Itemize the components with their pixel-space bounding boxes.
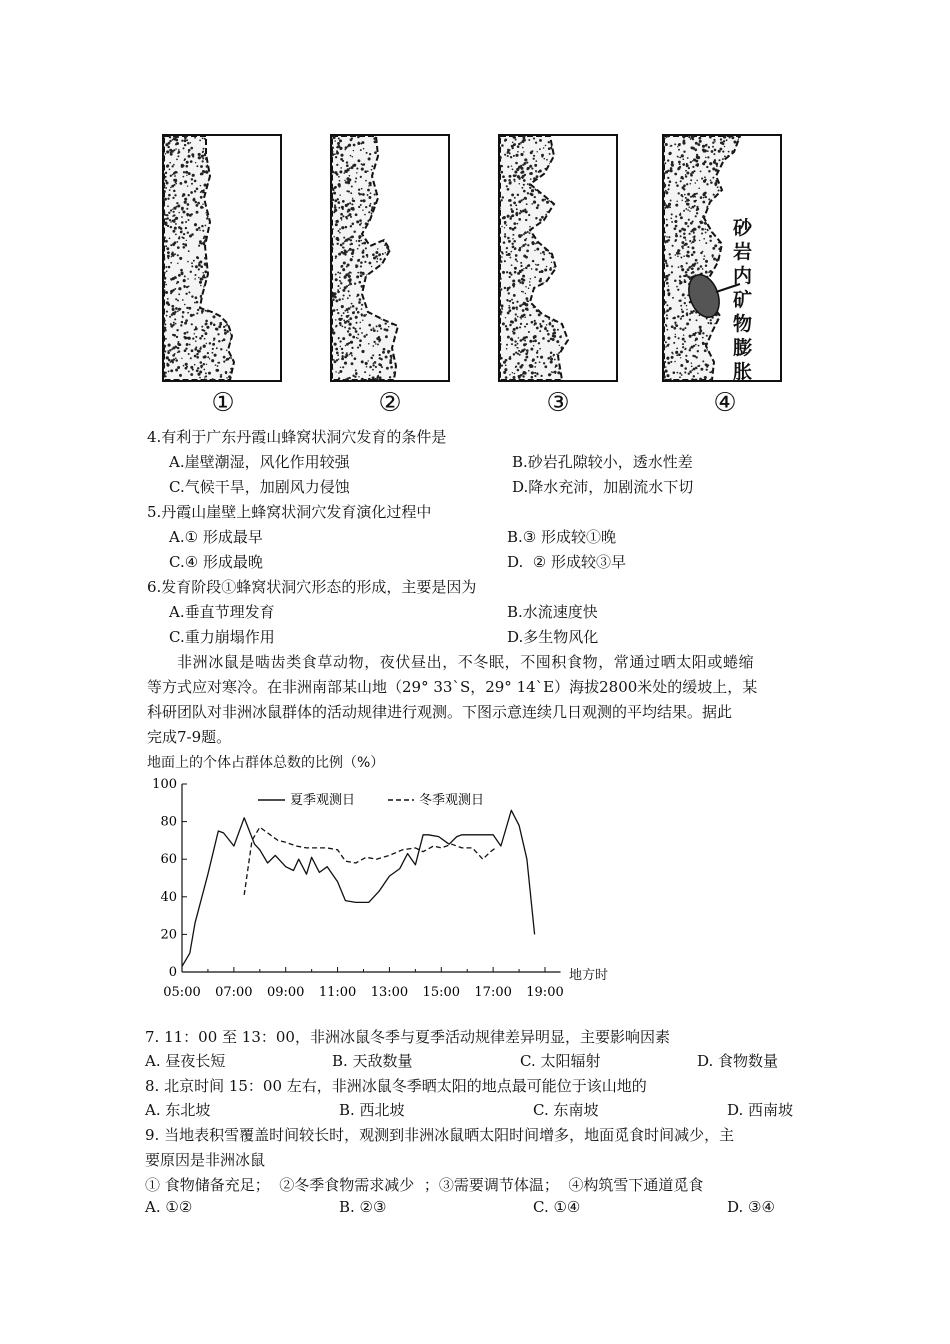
q6-option-a: A.垂直节理发育: [169, 603, 275, 621]
passage-line-2: 等方式应对寒冷。在非洲南部某山地（29° 33`S，29° 14`E）海拔2800米处的缓坡上，某: [147, 678, 758, 696]
q5-stem: 5.丹霞山崖壁上蜂窝状洞穴发育演化过程中: [147, 503, 432, 521]
q9-option-d: D. ③④: [727, 1198, 775, 1216]
q6-stem: 6.发育阶段①蜂窝状洞穴形态的形成，主要是因为: [147, 578, 477, 596]
x-tick-label: 07:00: [215, 985, 253, 1000]
q5-option-b: B.③ 形成较①晚: [507, 528, 617, 546]
legend-winter-label: 冬季观测日: [419, 793, 485, 808]
q4-stem: 4.有利于广东丹霞山蜂窝状洞穴发育的条件是: [147, 428, 447, 446]
q8-option-a: A. 东北坡: [145, 1101, 211, 1119]
q8-stem: 8. 北京时间 15：00 左右，非洲冰鼠冬季晒太阳的地点最可能位于该山地的: [145, 1077, 647, 1095]
q7-option-b: B. 天敌数量: [332, 1052, 413, 1070]
y-tick-label: 80: [160, 814, 177, 830]
q9-items: ① 食物储备充足； ②冬季食物需求减少 ；③需要调节体温； ④构筑雪下通道觅食: [145, 1176, 704, 1194]
panel-number-4: ④: [713, 388, 737, 418]
q6-option-b: B.水流速度快: [507, 603, 598, 621]
cave-panel-3: [498, 134, 618, 382]
y-tick-label: 40: [160, 889, 177, 905]
q5-option-c: C.④ 形成最晚: [169, 553, 263, 571]
winter-series-line: [244, 827, 496, 895]
q4-option-a: A.崖壁潮湿，风化作用较强: [169, 453, 350, 471]
x-tick-label: 13:00: [370, 985, 409, 1000]
q4-option-b: B.砂岩孔隙较小，透水性差: [512, 453, 693, 471]
y-tick-label: 60: [160, 852, 177, 868]
q7-stem: 7. 11：00 至 13：00，非洲冰鼠冬季与夏季活动规律差异明显，主要影响因素: [145, 1028, 670, 1046]
chart-axes: [182, 784, 561, 972]
q5-option-a: A.① 形成最早: [169, 528, 263, 546]
q4-option-d: D.降水充沛，加剧流水下切: [512, 478, 694, 496]
y-tick-label: 20: [160, 927, 177, 943]
q9-option-a: A. ①②: [145, 1198, 193, 1216]
chart-legend: [258, 793, 484, 808]
panel-number-1: ①: [211, 388, 235, 418]
passage-line-4: 完成7-9题。: [147, 728, 232, 746]
q7-option-c: C. 太阳辐射: [520, 1052, 601, 1070]
y-tick-label: 0: [168, 965, 177, 980]
panel-number-2: ②: [378, 388, 402, 418]
x-tick-label: 11:00: [318, 985, 357, 1000]
q8-option-d: D. 西南坡: [727, 1101, 794, 1119]
x-tick-label: 17:00: [474, 985, 512, 1000]
summer-series-line: [182, 810, 535, 966]
q6-option-c: C.重力崩塌作用: [169, 628, 275, 646]
chart-title: 地面上的个体占群体总数的比例（%）: [147, 755, 385, 771]
panel-number-3: ③: [546, 388, 570, 418]
cave-panel-1: [162, 134, 282, 382]
cave-panel-4: [662, 134, 782, 382]
passage-line-3: 科研团队对非洲冰鼠群体的活动规律进行观测。下图示意连续几日观测的平均结果。据此: [147, 703, 733, 721]
x-tick-label: 05:00: [163, 985, 201, 1000]
activity-line-chart: [140, 772, 620, 1012]
q6-option-d: D.多生物风化: [507, 628, 599, 646]
q9-stem-line-1: 9. 当地表积雪覆盖时间较长时，观测到非洲冰鼠晒太阳时间增多，地面觅食时间减少，主: [145, 1126, 735, 1144]
q9-option-b: B. ②③: [339, 1198, 387, 1216]
x-tick-label: 19:00: [526, 985, 564, 1000]
q7-option-a: A. 昼夜长短: [145, 1052, 226, 1070]
passage-line-1: 非洲冰鼠是啮齿类食草动物，夜伏昼出，不冬眠，不囤积食物，常通过晒太阳或蜷缩: [177, 653, 755, 671]
x-tick-label: 09:00: [266, 985, 305, 1000]
q4-option-c: C.气候干旱，加剧风力侵蚀: [169, 478, 350, 496]
q7-option-d: D. 食物数量: [697, 1052, 779, 1070]
q9-stem-line-2: 要原因是非洲冰鼠: [145, 1151, 266, 1169]
mineral-expansion-label: 砂岩内矿物膨胀: [733, 217, 753, 383]
cave-panel-2: [330, 134, 450, 382]
q5-option-d: D. ② 形成较③早: [507, 553, 627, 571]
q9-option-c: C. ①④: [533, 1198, 581, 1216]
x-tick-label: 15:00: [422, 985, 461, 1000]
q8-option-c: C. 东南坡: [533, 1101, 599, 1119]
x-axis-label: 地方时: [569, 968, 609, 983]
chart-series: [182, 810, 535, 966]
y-tick-label: 100: [152, 777, 177, 792]
q8-option-b: B. 西北坡: [339, 1101, 405, 1119]
legend-summer-label: 夏季观测日: [290, 793, 356, 808]
